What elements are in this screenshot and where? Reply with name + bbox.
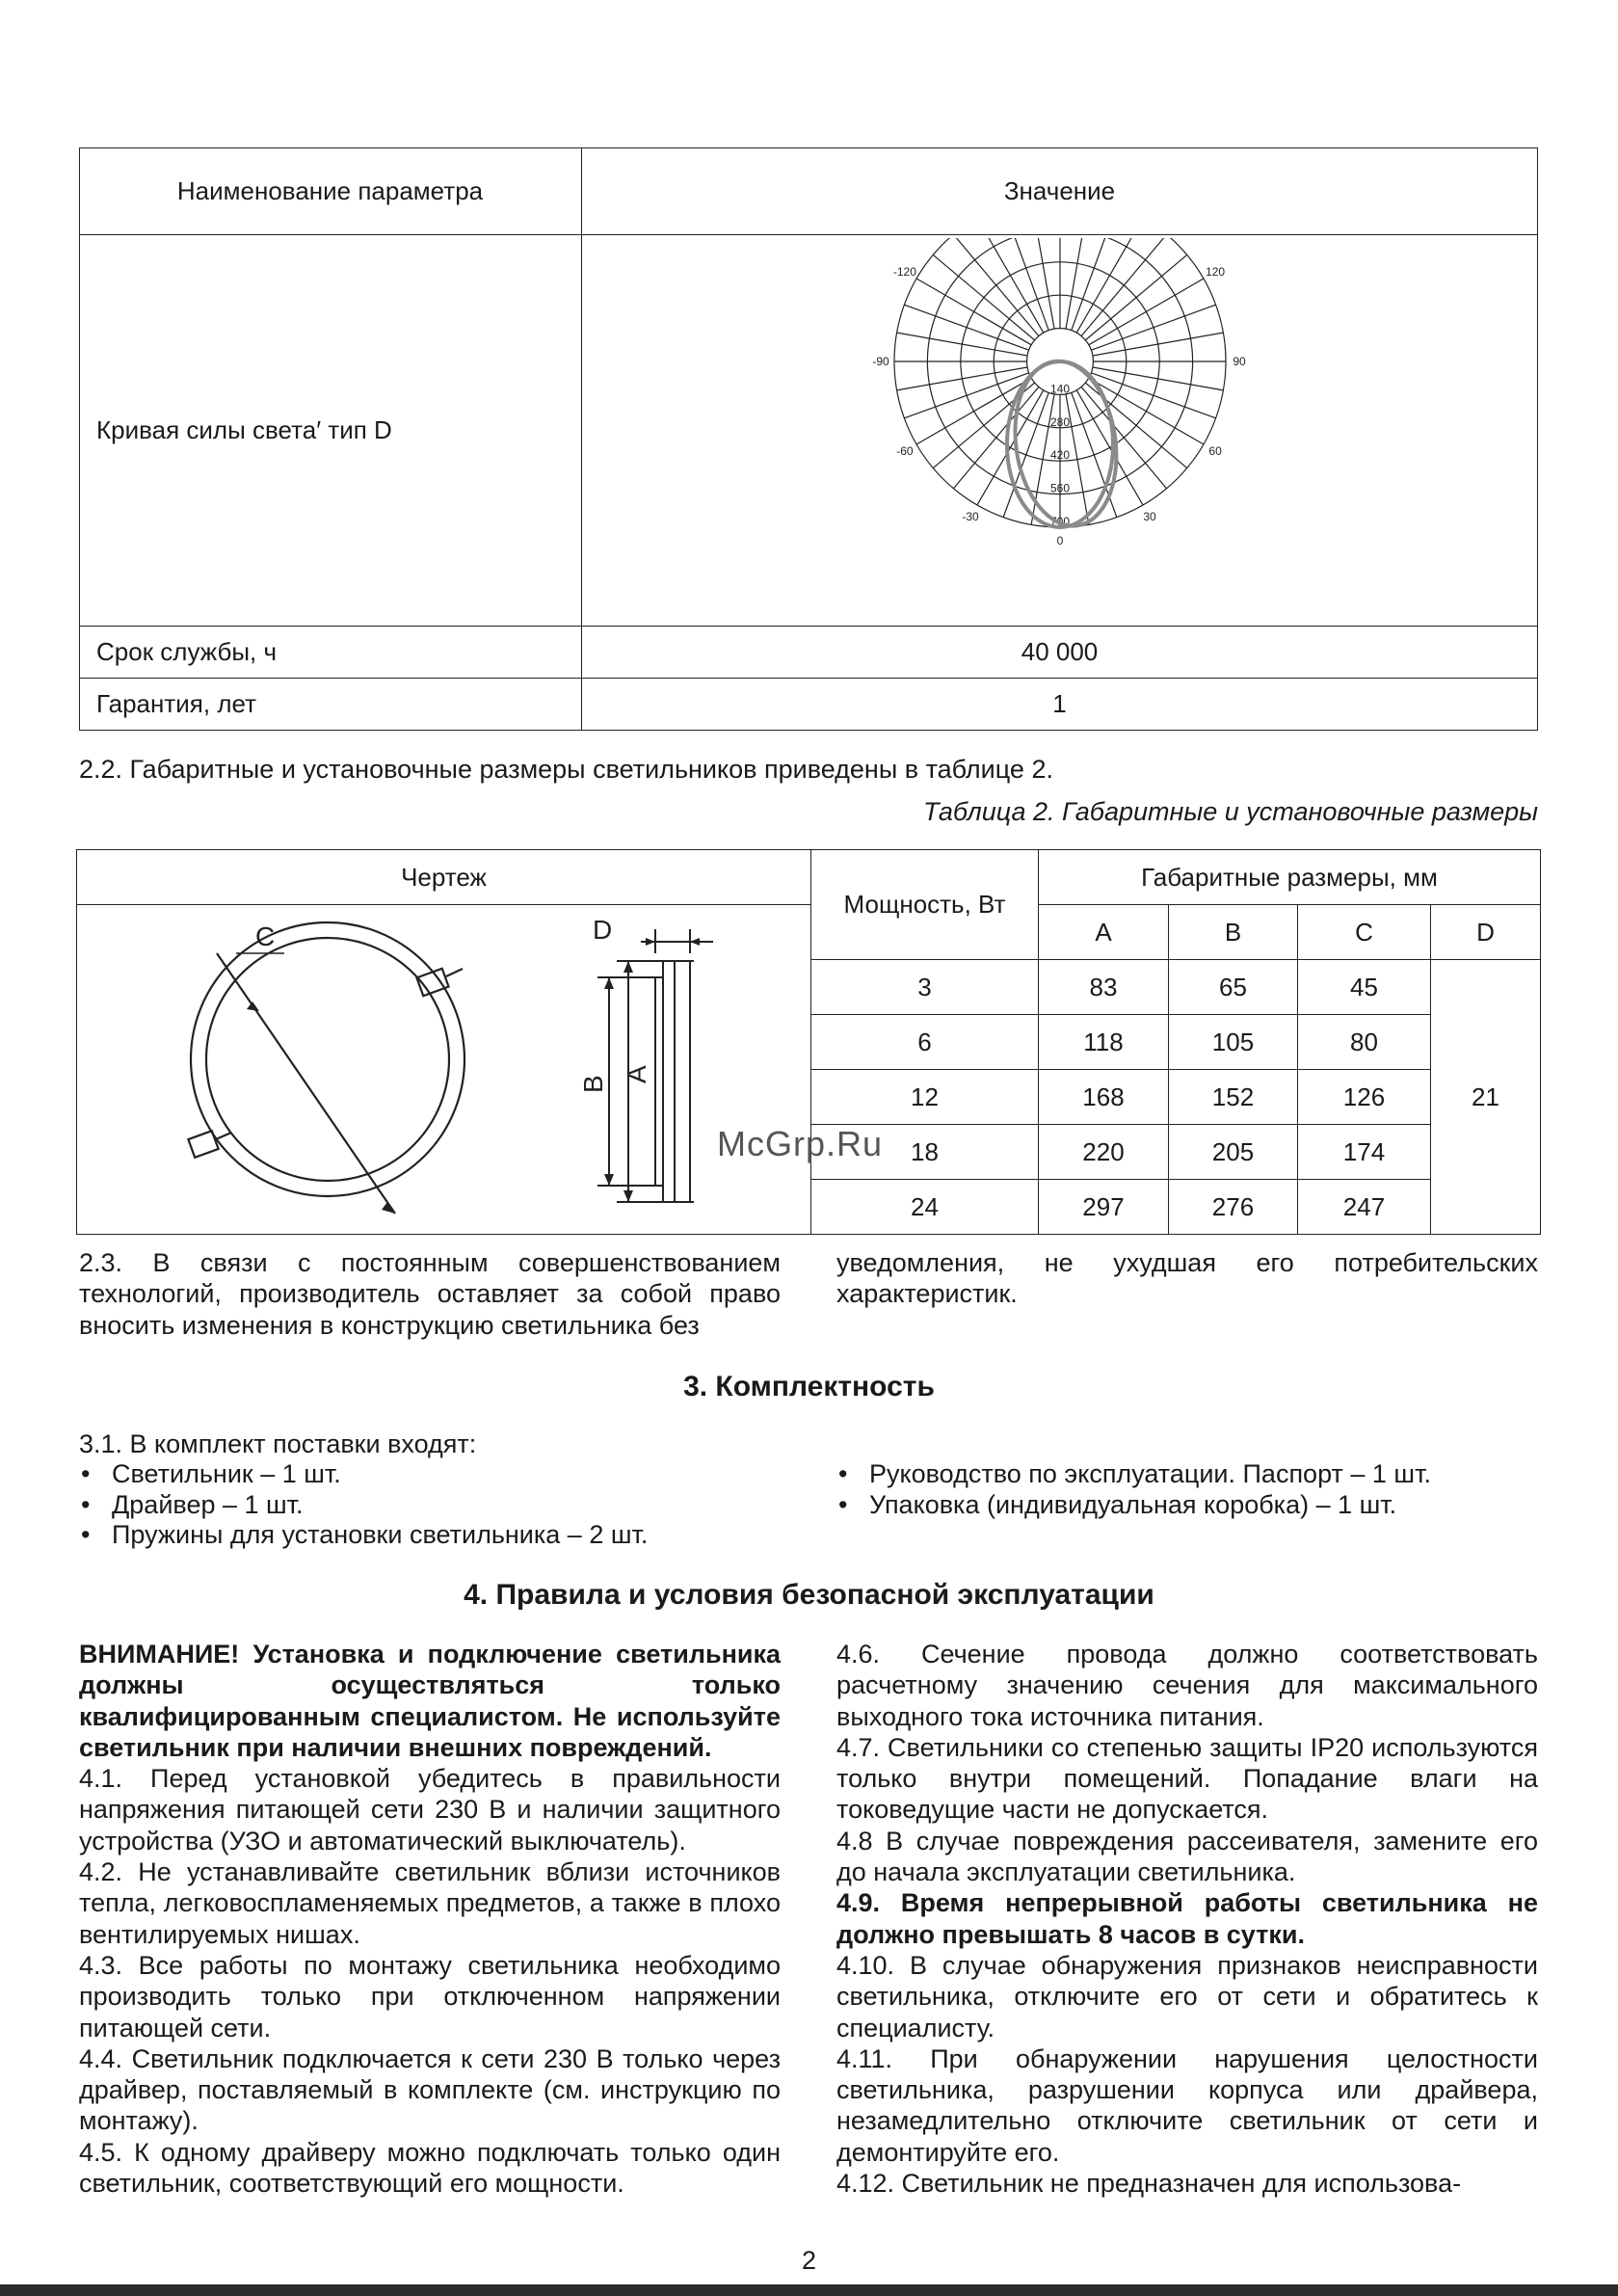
polar-spoke [953,238,1038,336]
angle-label: 60 [1207,443,1222,458]
polar-spoke [1076,238,1143,333]
col-d-header: D [1431,905,1541,960]
power-cell: 12 [811,1070,1039,1125]
angle-label: -90 [871,354,889,368]
section-4-left-column [79,1639,781,2199]
col-b-header: B [1169,905,1298,960]
c-cell: 126 [1298,1070,1431,1125]
a-cell: 220 [1039,1125,1169,1180]
paragraph-4-4: 4.4. Светильник подключается к сети 230 В только через драйвер, поставляемый в комплекте (см. инструкцию по монтажу). [79,2043,781,2136]
angle-label: 90 [1232,354,1246,368]
paragraph-4-3: 4.3. Все работы по монтажу светильника необходимо производить только при отключенном напряжении питающей сети. [79,1950,781,2042]
list-item: • Драйвер – 1 шт. [79,1490,781,1521]
polar-light-curve [858,238,1262,624]
paragraph-4-2: 4.2. Не устанавливайте светильник вблизи источников тепла, легковоспламеняемых предметов, а также в плохо вентилируемых нишах. [79,1857,781,1949]
polar-spoke [904,305,1028,350]
c-diagonal [217,953,395,1214]
radial-label: 280 [1049,414,1070,429]
light-curve-cell [582,235,1538,627]
light-curve-label: Кривая силы света′ тип D [80,235,582,627]
polar-spoke [896,366,1027,389]
c-cell: 80 [1298,1015,1431,1070]
section-4-right-column [836,1639,1538,2199]
power-header: Мощность, Вт [811,850,1039,960]
polar-spoke [1092,333,1223,356]
section-3-intro: 3.1. В комплект поставки входят: [79,1429,477,1458]
a-label: A [622,1065,651,1083]
polar-spoke [1091,305,1215,350]
angle-label: -30 [961,509,979,523]
power-cell: 6 [811,1015,1039,1070]
b-cell: 65 [1169,960,1298,1015]
value-header: Значение [582,148,1538,235]
paragraph-4-12: 4.12. Светильник не предназначен для использова- [836,2169,1462,2199]
angle-label: -120 [892,264,916,279]
a-cell: 83 [1039,960,1169,1015]
col-a-header: A [1039,905,1169,960]
list-item: • Пружины для установки светильника – 2 шт. [79,1520,781,1551]
c-cell: 174 [1298,1125,1431,1180]
angle-label: -60 [895,443,914,458]
b-label: B [578,1075,608,1093]
a-cell: 118 [1039,1015,1169,1070]
paragraph-4-9: 4.9. Время непрерывной работы светильника не должно превышать 8 часов в сутки. [836,1888,1538,1949]
spring-left [188,1131,218,1158]
polar-spoke [977,238,1044,333]
a-cell: 297 [1039,1180,1169,1235]
b-cell: 276 [1169,1180,1298,1235]
power-cell: 3 [811,960,1039,1015]
bottom-rule [0,2284,1618,2296]
luminaire-outer-ring [191,922,464,1196]
polar-spoke [1081,238,1166,336]
d-label: D [593,915,613,945]
angle-label: 120 [1205,264,1225,279]
list-item: • Руководство по эксплуатации. Паспорт – 1 шт. [836,1459,1538,1490]
paragraph-4-10: 4.10. В случае обнаружения признаков неисправности светильника, отключите его от сети и обратитесь к специалисту. [836,1950,1538,2042]
c-cell: 247 [1298,1180,1431,1235]
a-cell: 168 [1039,1070,1169,1125]
warranty-value: 1 [582,679,1538,731]
d-cell: 21 [1431,960,1541,1235]
warranty-label: Гарантия, лет [80,679,582,731]
angle-label: 0 [1056,533,1063,547]
dimensions-table [76,849,1541,1235]
luminaire-drawing [77,905,809,1221]
section-2-2-text: 2.2. Габаритные и установочные размеры светильников приведены в таблице 2. [79,755,1053,784]
parameters-table [79,147,1538,731]
paragraph-4-6: 4.6. Сечение провода должно соответствовать расчетному значению сечения для максимального выходного тока источника питания. [836,1640,1538,1731]
paragraph-4-5: 4.5. К одному драйверу можно подключать только один светильник, соответствующий его мощности. [79,2137,781,2199]
service-life-value: 40 000 [582,627,1538,679]
section-2-3-right: уведомления, не ухудшая его потребительских характеристик. [836,1248,1538,1309]
section-2-3-left: 2.3. В связи с постоянным совершенствованием технологий, производитель оставляет за собой право вносить изменения в конструкцию светильника без [79,1248,781,1340]
table2-caption: Таблица 2. Габаритные и установочные размеры [922,797,1538,826]
service-life-label: Срок службы, ч [80,627,582,679]
dimensions-header: Габаритные размеры, мм [1039,850,1541,905]
polar-spoke [1003,238,1048,331]
kit-list-left [79,1459,781,1551]
c-cell: 45 [1298,960,1431,1015]
b-cell: 105 [1169,1015,1298,1070]
param-header: Наименование параметра [80,148,582,235]
radial-label: 700 [1049,514,1070,528]
angle-label: 30 [1142,509,1156,523]
paragraph-4-8: 4.8 В случае повреждения рассеивателя, замените его до начала эксплуатации светильника. [836,1826,1538,1887]
drawing-cell [77,905,811,1235]
list-item: • Упаковка (индивидуальная коробка) – 1 шт. [836,1490,1538,1521]
section-3-title: 3. Комплектность [683,1371,935,1402]
radial-label: 420 [1049,447,1070,462]
paragraph-4-11: 4.11. При обнаружении нарушения целостности светильника, разрушении корпуса или драйвера, незамедлительно отключите светильник от сети и демонтируйте его. [836,2043,1538,2167]
col-c-header: C [1298,905,1431,960]
page-number: 2 [801,2246,817,2275]
section-4-title: 4. Правила и условия безопасной эксплуатации [464,1579,1154,1611]
radial-label: 560 [1049,481,1070,495]
power-cell: 24 [811,1180,1039,1235]
paragraph-4-7: 4.7. Светильники со степенью защиты IP20 используются только внутри помещений. Попадание влаги на токоведущие части не допускается. [836,1732,1538,1825]
power-cell: 18 [811,1125,1039,1180]
radial-label: 140 [1049,381,1070,395]
luminaire-inner-ring [206,938,449,1181]
c-label: C [255,921,276,951]
warning-text: ВНИМАНИЕ! Установка и подключение светильника должны осуществляться только квалифицированным специалистом. Не используйте светильник при наличии внешних повреждений. [79,1640,781,1762]
kit-list-right [836,1459,1538,1520]
polar-spoke [1071,238,1116,331]
drawing-header: Чертеж [77,850,811,905]
watermark: McGrp.Ru [717,1124,884,1163]
polar-spoke [1092,366,1223,389]
b-cell: 205 [1169,1125,1298,1180]
list-item: • Светильник – 1 шт. [79,1459,781,1490]
paragraph-4-1: 4.1. Перед установкой убедитесь в правильности напряжения питающей сети 230 В и наличии защитного устройства (УЗО и автоматический выключатель). [79,1764,781,1855]
b-cell: 152 [1169,1070,1298,1125]
polar-spoke [896,333,1027,356]
